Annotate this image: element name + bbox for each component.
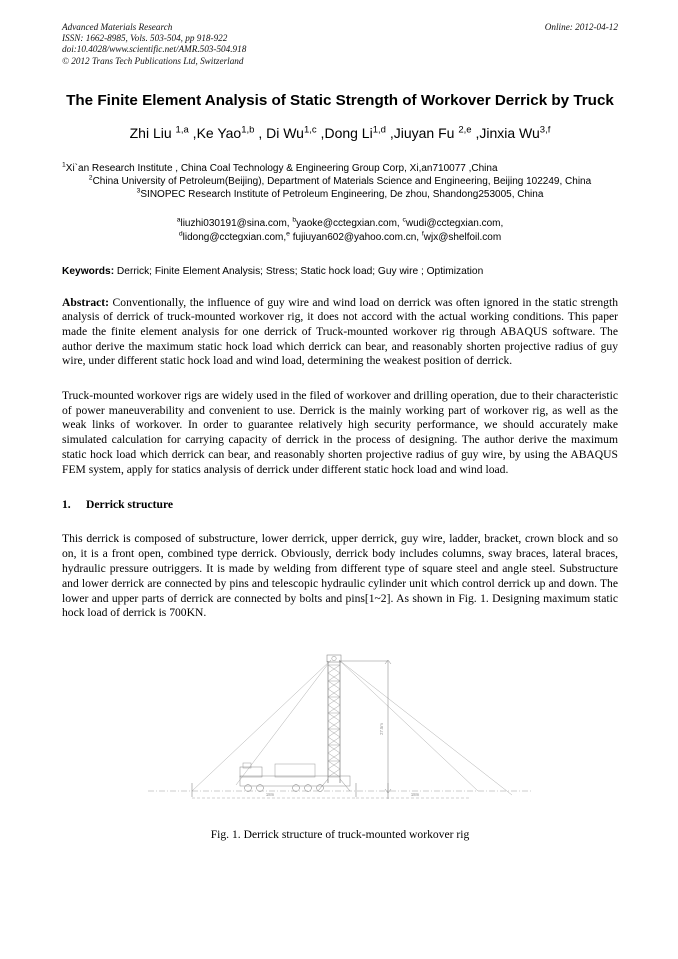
height-dimension-label: 27.5m [379,723,384,735]
right-span-label: 18m [410,792,420,798]
affiliation-item [62,175,618,188]
section-number: 1. [62,497,71,511]
keywords-label: Keywords: [62,265,115,277]
section-title: Derrick structure [86,497,174,511]
affiliation-text: SINOPEC Research Institute of Petroleum Engineering, De zhou, Shandong253005, China [140,188,544,200]
email-address[interactable]: yaoke@cctegxian.com, [296,217,400,229]
left-span-label: 18m [265,792,275,798]
keywords-line [62,265,618,279]
affiliation-marker: 1 [62,161,66,169]
author-affil-marker: 1,a [175,124,189,136]
affiliation-item [62,188,618,201]
section-heading [62,498,618,513]
email-address[interactable]: wudi@cctegxian.com, [405,217,504,229]
email-marker: d [178,230,183,238]
page-title: The Finite Element Analysis of Static Strength of Workover Derrick by Truck [66,91,614,109]
author-list: Zhi Liu $^{1,a}$ ,Ke Yao$^{1,b}$ , Di Wu$^{1,c}$ ,Dong Li$^{1,d}$ ,Jiuyan Fu $^{2,e}$ ,Jinxia Wu$^{3,f}$ [129,124,551,141]
email-marker: c [402,216,406,224]
author-affil-marker: 2,e [458,124,472,136]
email-marker: f [421,230,424,238]
figure-1 [62,643,618,842]
derrick-diagram [140,643,540,813]
derrick-drawing [140,643,540,813]
email-address[interactable]: liuzhi030191@sina.com, [180,217,290,229]
email-marker: b [292,216,297,224]
email-marker: e [286,230,290,238]
online-date: Online: 2012-04-12 [544,22,618,32]
affiliation-marker: 3 [136,187,141,195]
page-content [62,0,618,842]
body-paragraph: Truck-mounted workover rigs are widely used in the filed of workover and drilling operation, due to their characteristic of power maneuverability and convenient to use. Derrick is the mainly working part of workover rig, as well as the weak links of workover. In order to guarantee relatively high security performance, we should accurately make simulated calculation for carrying capacity of derrick in the process of designing. The author derive the maximum static hock load which derrick can bear, and reasonably shorten projective radius of guy wire, by using the ABAQUS FEM system, apply for statics analysis of derrick under different static hock load and wind load. [62,388,618,476]
section-body-paragraph: This derrick is composed of substructure, lower derrick, upper derrick, guy wire, ladder, bracket, crown block and so on, it is a front open, combined type derrick. Obviously, derrick body includes columns, sway braces, lateral braces, hydraulic pressure outriggers. It is made by welding from different type of square steel and angle steel. Substructure and lower derrick are connected by pins and telescopic hydraulic cylinder unit which control derrick up and down. The lower and upper parts of derrick are connected by bolts and pins[1~2]. As shown in Fig. 1. Designing maximum static hock load of derrick is 700KN. [62,532,618,620]
abstract-block [62,296,618,369]
abstract-text: Conventionally, the influence of guy wire and wind load on derrick was often ignored in the static strength analysis of derrick of truck-mounted workover rig, it does not accord with the actual working conditions. This paper made the finite element analysis for one derrick of Truck-mounted workover rig through ABAQUS software. The author derive the maximum static hock load which derrick can bear, and reasonably shorten projective radius of guy wire, under different static hock load and wind load, determining the weakest position of derrick. [62,295,618,368]
author-name: Jinxia Wu [479,124,540,141]
author-name: Dong Li [324,124,373,141]
journal-header [62,0,618,67]
affiliation-text: China University of Petroleum(Beijing), Department of Materials Science and Engineering, Beijing 102249, China [92,175,592,187]
figure-caption: Fig. 1. Derrick structure of truck-mounted workover rig [210,828,470,842]
email-address[interactable]: fujiuyan602@yahoo.com.cn, [289,231,420,243]
email-line [62,217,618,231]
affiliation-item [62,162,618,175]
author-affil-marker: 3,f [539,124,551,136]
author-affil-marker: 1,b [241,124,255,136]
author-name: Jiuyan Fu [393,124,455,141]
author-name: Ke Yao [196,124,242,141]
author-affil-marker: 1,c [303,124,317,136]
affiliation-text: Xi`an Research Institute , China Coal Technology & Engineering Group Corp, Xi,an710077 ,China [65,162,498,174]
email-marker: a [176,216,181,224]
affiliation-marker: 2 [88,174,93,182]
journal-name: Advanced Materials Research [62,22,173,32]
author-affil-marker: 1,d [372,124,386,136]
author-name: Zhi Liu [129,124,172,141]
email-address[interactable]: lidong@cctegxian.com, [182,231,287,243]
author-name: Di Wu [266,124,304,141]
journal-doi: doi:10.4028/www.scientific.net/AMR.503-504.918 [62,44,247,55]
author-emails [62,217,618,245]
journal-copyright: © 2012 Trans Tech Publications Ltd, Switzerland [62,55,244,66]
journal-issn: ISSN: 1662-8985, Vols. 503-504, pp 918-922 [62,33,228,44]
email-address[interactable]: wjx@shelfoil.com [423,231,502,243]
keywords-text: Derrick; Finite Element Analysis; Stress; Static hock load; Guy wire ; Optimization [114,265,484,277]
affiliations [62,162,618,201]
email-line [62,231,618,245]
abstract-label: Abstract: [62,295,110,309]
